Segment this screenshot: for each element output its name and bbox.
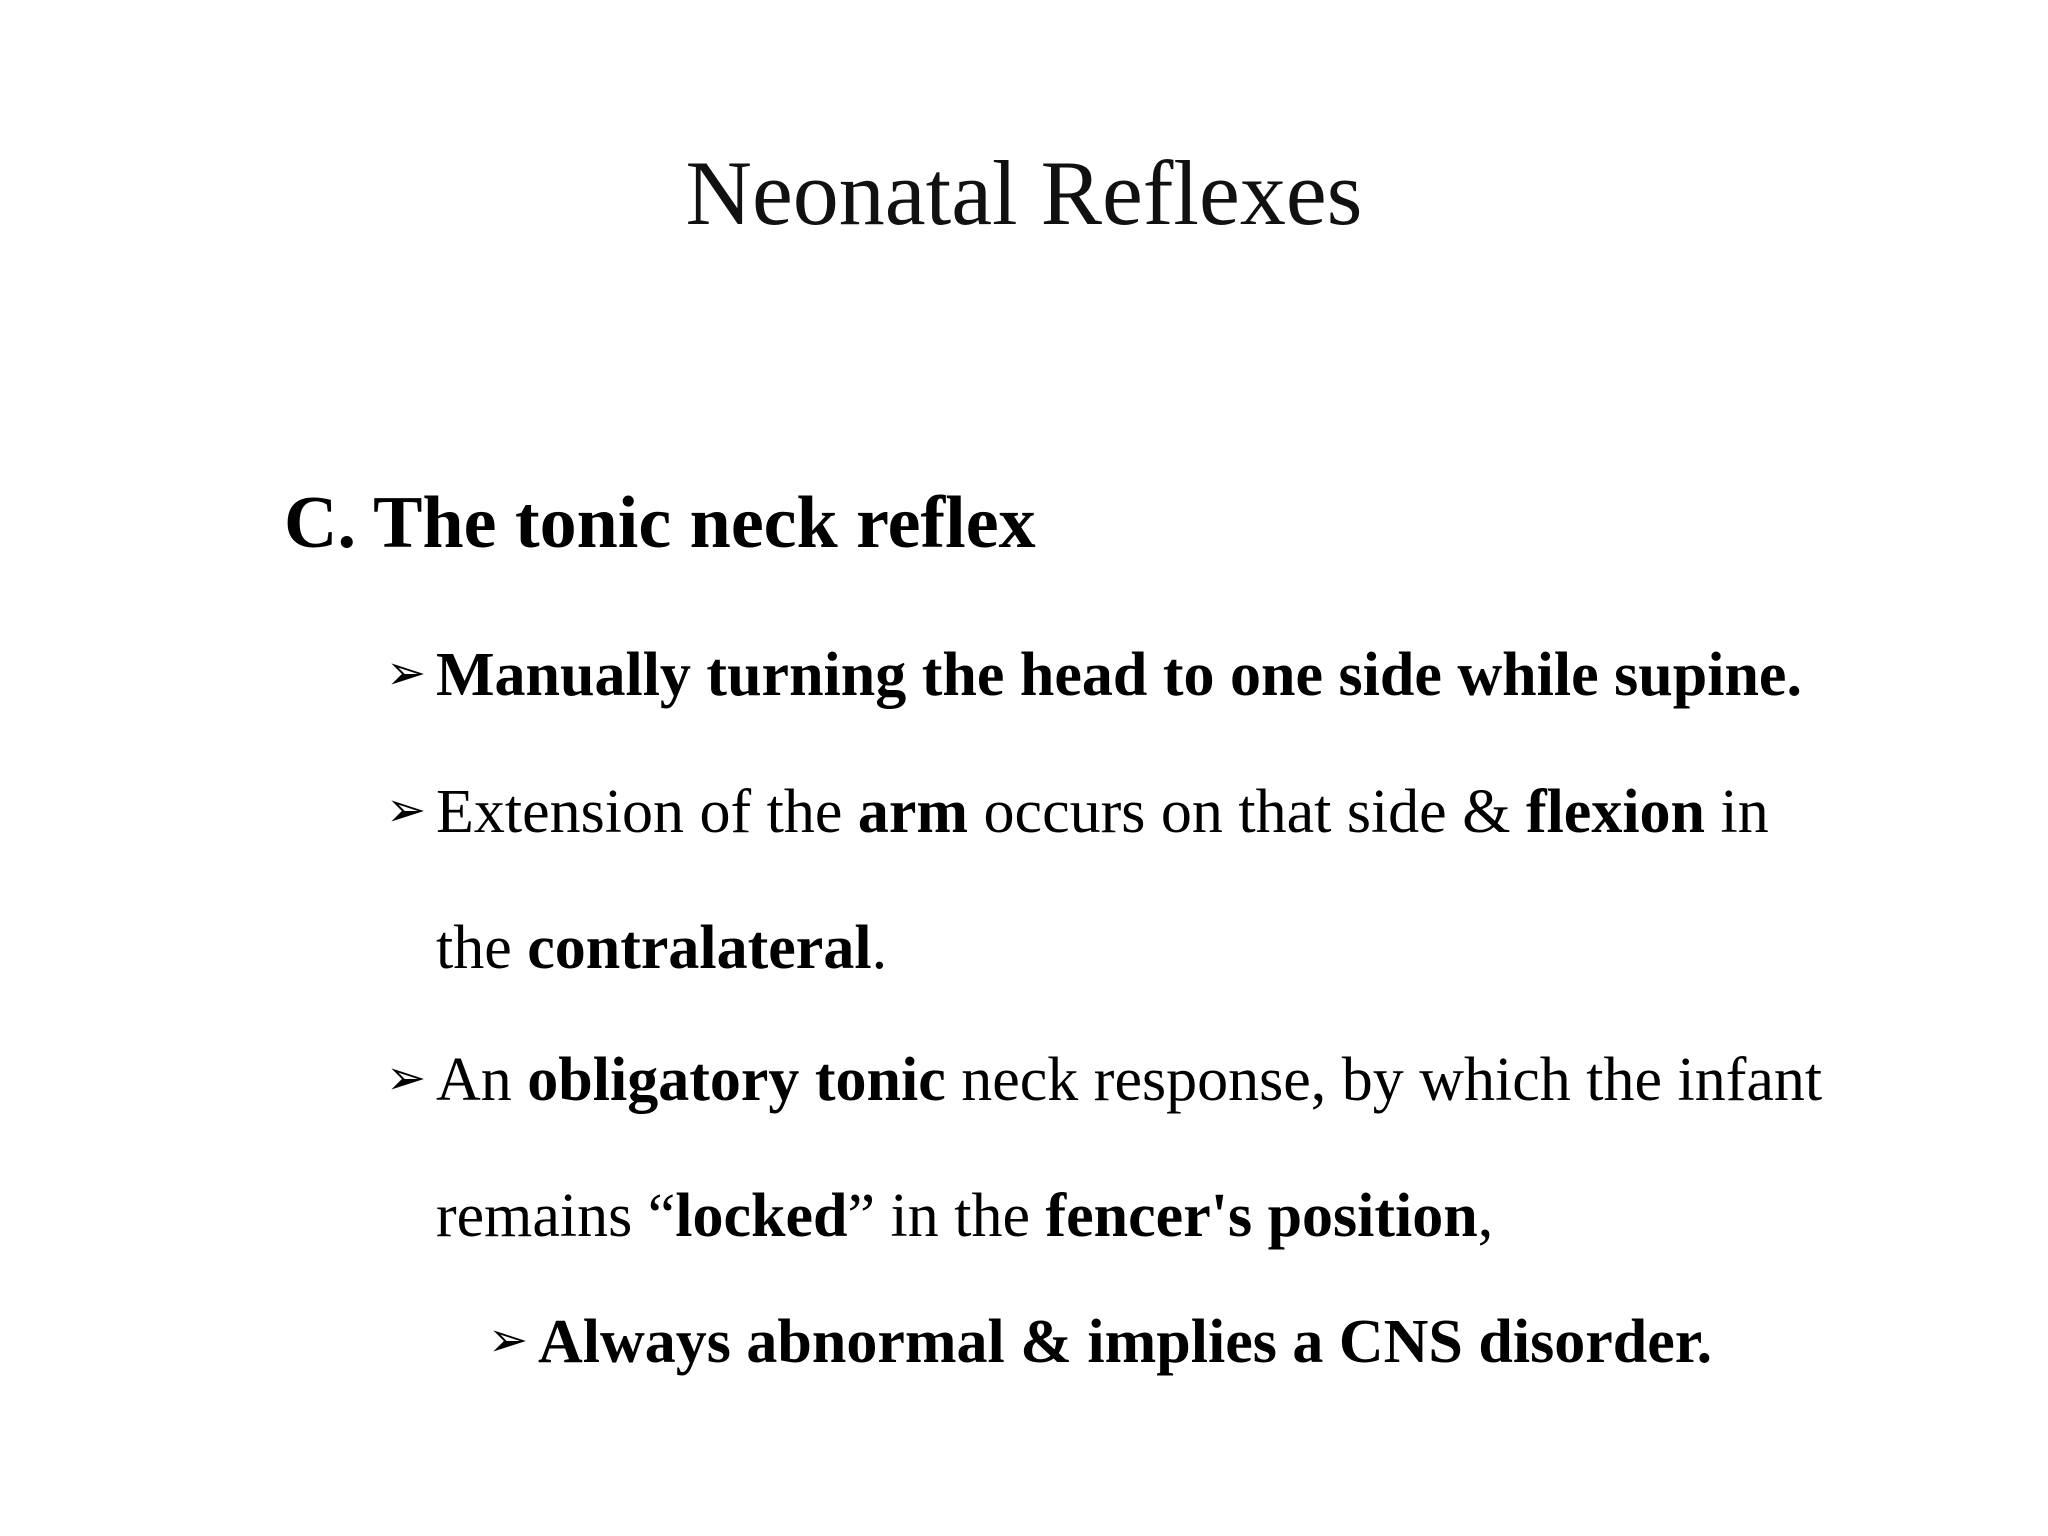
bullet-emphasis: fencer's position (1045, 1182, 1478, 1250)
section-heading: C. The tonic neck reflex (284, 482, 1036, 564)
bullet-item (386, 742, 1769, 1016)
bullet-text: An (436, 1046, 528, 1114)
bullet-continuation (386, 1148, 1822, 1284)
arrow-bullet-icon: ➢ (488, 1312, 529, 1368)
bullet-text: , (1477, 1182, 1494, 1250)
bullet-text: ” in the (847, 1182, 1046, 1250)
bullet-text: Extension of the (436, 778, 858, 846)
arrow-bullet-icon: ➢ (386, 1050, 427, 1106)
bullet-text: neck response, by which the infant (945, 1046, 1823, 1114)
bullet-continuation (386, 880, 1769, 1016)
bullet-text: in (1705, 778, 1769, 846)
bullet-emphasis: flexion (1525, 778, 1706, 846)
bullet-text: remains “ (436, 1182, 676, 1250)
bullet-item (386, 1010, 1822, 1284)
slide-title: Neonatal Reflexes (685, 142, 1363, 244)
bullet-item (386, 605, 1802, 743)
arrow-bullet-icon: ➢ (386, 782, 427, 838)
bullet-emphasis: obligatory tonic (527, 1046, 946, 1114)
bullet-text: occurs on that side & (968, 778, 1526, 846)
bullet-text: . (871, 914, 888, 982)
bullet-text: Manually turning the head to one side while supine. (436, 641, 1802, 709)
bullet-text: Always abnormal & implies a CNS disorder. (538, 1308, 1713, 1376)
bullet-emphasis: locked (675, 1182, 848, 1250)
arrow-bullet-icon: ➢ (386, 645, 427, 701)
bullet-emphasis: contralateral (527, 914, 872, 982)
bullet-emphasis: arm (857, 778, 969, 846)
bullet-text: the (436, 914, 528, 982)
bullet-item (488, 1272, 1712, 1410)
